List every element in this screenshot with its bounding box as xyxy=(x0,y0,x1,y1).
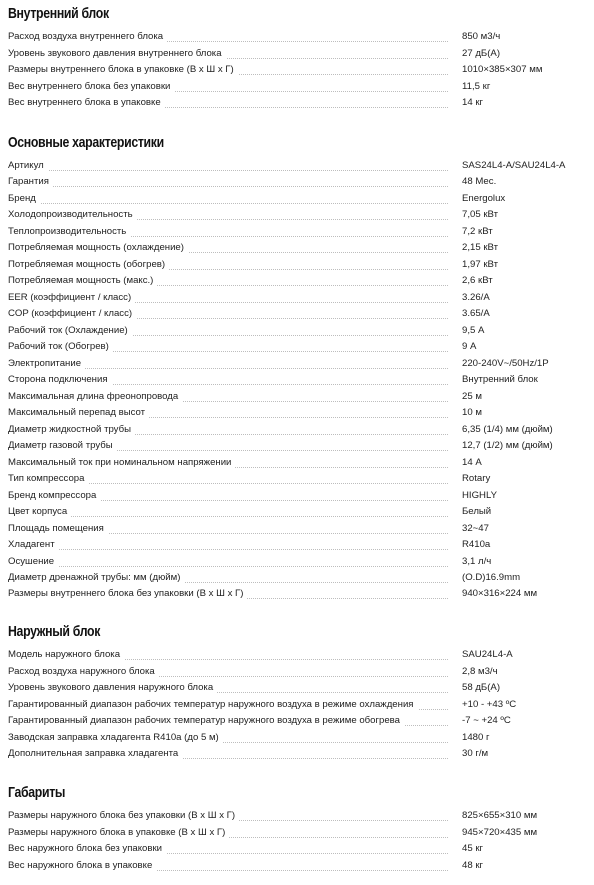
spec-row xyxy=(8,323,583,339)
spec-value: 7,05 кВт xyxy=(462,209,499,221)
spec-value: 825×655×310 мм xyxy=(462,810,538,821)
spec-row xyxy=(8,455,583,471)
spec-row xyxy=(8,471,583,487)
spec-value: 58 дБ(А) xyxy=(462,682,501,693)
spec-row xyxy=(8,95,583,111)
spec-label: Модель наружного блока xyxy=(8,649,124,660)
spec-row xyxy=(8,488,583,504)
spec-row xyxy=(8,290,583,306)
spec-row xyxy=(8,438,583,454)
spec-value: 14 кг xyxy=(462,97,484,108)
spec-value: 32~47 xyxy=(462,522,489,534)
spec-value: 945×720×435 мм xyxy=(462,826,538,838)
spec-label: Гарантия xyxy=(8,176,53,187)
spec-row xyxy=(8,746,583,762)
spec-value: 1480 г xyxy=(462,731,490,743)
spec-label: Хладагент xyxy=(8,539,59,550)
spec-label: Потребляемая мощность (макс.) xyxy=(8,275,157,286)
spec-row xyxy=(8,664,583,680)
section-title: Габариты xyxy=(8,784,66,801)
spec-label: Бренд xyxy=(8,193,40,204)
spec-label: Уровень звукового давления внутреннего блока xyxy=(8,48,226,59)
spec-row xyxy=(8,504,583,520)
spec-label: Теплопроизводительность xyxy=(8,226,130,237)
spec-label: Вес наружного блока без упаковки xyxy=(8,843,166,854)
spec-value: 2,15 кВт xyxy=(462,242,499,254)
spec-row xyxy=(8,554,583,570)
spec-label: Электропитание xyxy=(8,358,85,369)
spec-label: Расход воздуха внутреннего блока xyxy=(8,31,167,42)
spec-value: 3,1 л/ч xyxy=(462,555,492,567)
spec-row xyxy=(8,521,583,537)
spec-row xyxy=(8,191,583,207)
spec-value: +10 - +43 ºС xyxy=(462,698,517,710)
spec-label: Рабочий ток (Обогрев) xyxy=(8,341,113,352)
spec-row xyxy=(8,697,583,713)
spec-value: SAU24L4-A xyxy=(462,649,513,660)
spec-label: Рабочий ток (Охлаждение) xyxy=(8,325,132,336)
spec-label: Цвет корпуса xyxy=(8,506,71,517)
dotted-leader xyxy=(8,203,448,204)
spec-row xyxy=(8,174,583,190)
spec-label: Гарантированный диапазон рабочих температур наружного воздуха в режиме обогрева xyxy=(8,715,404,726)
spec-value: (O.D)16.9mm xyxy=(462,572,521,583)
spec-value: 6,35 (1/4) мм (дюйм) xyxy=(462,423,553,435)
spec-label: Диаметр газовой трубы xyxy=(8,440,117,451)
spec-row xyxy=(8,537,583,553)
spec-row xyxy=(8,647,583,663)
spec-value: Energolux xyxy=(462,192,506,204)
spec-label: Площадь помещения xyxy=(8,523,108,534)
spec-row xyxy=(8,422,583,438)
spec-value: SAS24L4-A/SAU24L4-A xyxy=(462,160,566,171)
spec-value: 220-240V~/50Hz/1P xyxy=(462,357,549,369)
spec-value: 9 А xyxy=(462,341,477,353)
spec-label: Размеры внутреннего блока в упаковке (В x Ш x Г) xyxy=(8,64,238,75)
spec-row xyxy=(8,306,583,322)
spec-label: Максимальный перепад высот xyxy=(8,407,149,418)
spec-value: 3.65/A xyxy=(462,308,490,320)
dotted-leader xyxy=(8,566,448,567)
spec-label: Потребляемая мощность (обогрев) xyxy=(8,259,169,270)
spec-row xyxy=(8,713,583,729)
spec-value: 7,2 кВт xyxy=(462,225,493,237)
spec-label: Максимальный ток при номинальном напряжении xyxy=(8,457,235,468)
spec-row xyxy=(8,825,583,841)
spec-value: 2,6 кВт xyxy=(462,275,493,287)
section-title: Внутренний блок xyxy=(8,5,109,22)
spec-row xyxy=(8,808,583,824)
spec-label: Вес внутреннего блока в упаковке xyxy=(8,97,165,108)
spec-label: Вес наружного блока в упаковке xyxy=(8,860,156,871)
spec-label: Диаметр жидкостной трубы xyxy=(8,424,135,435)
spec-row xyxy=(8,29,583,45)
spec-label: Размеры внутреннего блока без упаковки (В x Ш x Г) xyxy=(8,588,247,599)
spec-label: Гарантированный диапазон рабочих температур наружного воздуха в режиме охлаждения xyxy=(8,699,418,710)
spec-value: 25 м xyxy=(462,390,482,402)
section-title: Наружный блок xyxy=(8,623,101,640)
spec-label: Вес внутреннего блока без упаковки xyxy=(8,81,174,92)
spec-value: 9,5 А xyxy=(462,324,485,336)
spec-value: 3.26/A xyxy=(462,291,490,303)
spec-value: 11,5 кг xyxy=(462,80,491,92)
spec-value: Rotary xyxy=(462,473,491,485)
spec-label: Тип компрессора xyxy=(8,473,88,484)
spec-value: 48 Мес. xyxy=(462,176,497,188)
spec-row xyxy=(8,356,583,372)
spec-label: Расход воздуха наружного блока xyxy=(8,666,159,677)
spec-label: Уровень звукового давления наружного блока xyxy=(8,682,217,693)
dotted-leader xyxy=(8,516,448,517)
spec-row xyxy=(8,389,583,405)
spec-value: 48 кг xyxy=(462,859,484,871)
spec-value: 1010×385×307 мм xyxy=(462,64,543,75)
spec-value: HIGHLY xyxy=(462,489,498,501)
section-title: Основные характеристики xyxy=(8,134,164,151)
spec-value: 10 м xyxy=(462,407,482,419)
spec-value: 45 кг xyxy=(462,843,484,854)
spec-value: -7 ~ +24 ºС xyxy=(462,715,511,726)
spec-value: 14 А xyxy=(462,456,482,468)
spec-row xyxy=(8,273,583,289)
spec-row xyxy=(8,62,583,78)
spec-label: Бренд компрессора xyxy=(8,490,100,501)
spec-row xyxy=(8,586,583,602)
spec-row xyxy=(8,858,583,874)
spec-row xyxy=(8,730,583,746)
spec-label: Диаметр дренажной трубы: мм (дюйм) xyxy=(8,572,184,583)
dotted-leader xyxy=(8,549,448,550)
spec-value: 2,8 м3/ч xyxy=(462,665,498,677)
spec-label: Артикул xyxy=(8,160,48,171)
spec-label: Заводская заправка хладагента R410a (до 5 м) xyxy=(8,732,223,743)
spec-row xyxy=(8,79,583,95)
dotted-leader xyxy=(8,186,448,187)
spec-row xyxy=(8,570,583,586)
spec-label: EER (коэффициент / класс) xyxy=(8,292,135,303)
spec-row xyxy=(8,158,583,174)
spec-label: Сторона подключения xyxy=(8,374,112,385)
spec-row xyxy=(8,372,583,388)
spec-value: Белый xyxy=(462,506,492,518)
spec-label: Потребляемая мощность (охлаждение) xyxy=(8,242,188,253)
spec-row xyxy=(8,841,583,857)
spec-label: Осушение xyxy=(8,556,58,567)
spec-row xyxy=(8,240,583,256)
spec-label: Максимальная длина фреонопровода xyxy=(8,391,182,402)
spec-value: 850 м3/ч xyxy=(462,31,501,42)
spec-row xyxy=(8,339,583,355)
spec-label: Дополнительная заправка хладагента xyxy=(8,748,182,759)
spec-value: 12,7 (1/2) мм (дюйм) xyxy=(462,440,553,452)
spec-value: 1,97 кВт xyxy=(462,258,499,270)
spec-row xyxy=(8,207,583,223)
spec-value: 940×316×224 мм xyxy=(462,588,538,600)
spec-label: Размеры наружного блока без упаковки (В x Ш x Г) xyxy=(8,810,239,821)
spec-row xyxy=(8,257,583,273)
spec-row xyxy=(8,680,583,696)
spec-value: R410a xyxy=(462,539,491,551)
spec-row xyxy=(8,224,583,240)
spec-label: Размеры наружного блока в упаковке (В x Ш x Г) xyxy=(8,827,229,838)
dotted-leader xyxy=(8,170,448,171)
spec-label: Холодопроизводительность xyxy=(8,209,137,220)
spec-row xyxy=(8,405,583,421)
spec-value: 30 г/м xyxy=(462,748,489,759)
spec-row xyxy=(8,46,583,62)
spec-label: COP (коэффициент / класс) xyxy=(8,308,136,319)
spec-value: Внутренний блок xyxy=(462,374,538,386)
spec-value: 27 дБ(А) xyxy=(462,47,501,59)
